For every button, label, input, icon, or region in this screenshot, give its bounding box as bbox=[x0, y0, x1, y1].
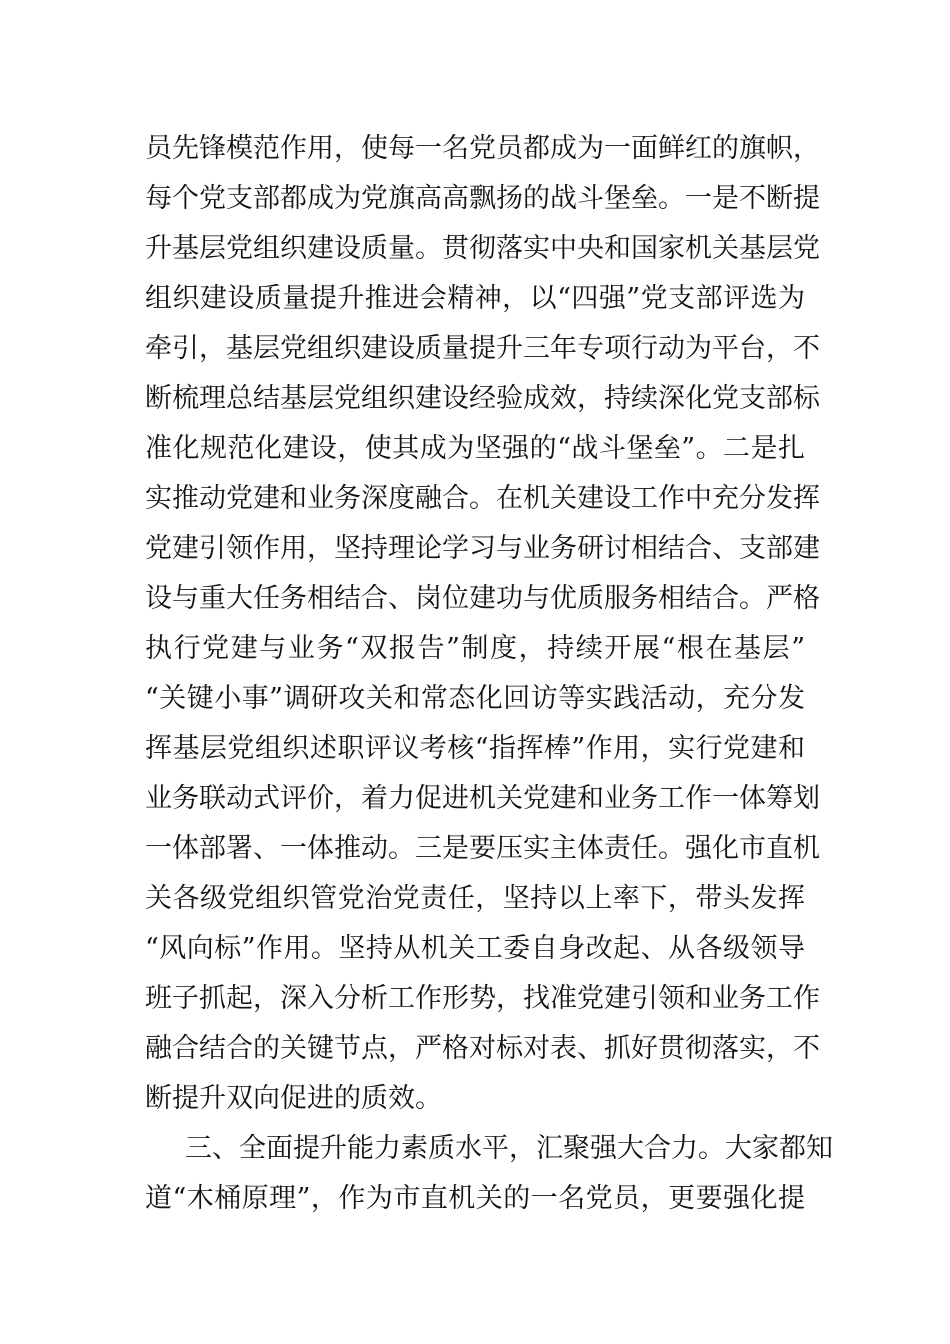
text-line: 班子抓起，深入分析工作形势，找准党建引领和业务工作 bbox=[145, 983, 820, 1014]
document-body bbox=[145, 124, 833, 1224]
text-line: 执行党建与业务“双报告”制度，持续开展“根在基层” bbox=[145, 633, 805, 664]
text-line: 挥基层党组织述职评议考核“指挥棒”作用，实行党建和 bbox=[145, 733, 805, 764]
text-line: 关各级党组织管党治党责任，坚持以上率下，带头发挥 bbox=[145, 883, 805, 914]
text-line: 党建引领作用，坚持理论学习与业务研讨相结合、支部建 bbox=[145, 533, 820, 564]
text-line: 断梳理总结基层党组织建设经验成效，持续深化党支部标 bbox=[145, 383, 820, 414]
text-line: 组织建设质量提升推进会精神，以“四强”党支部评选为 bbox=[145, 283, 805, 314]
text-line: “关键小事”调研攻关和常态化回访等实践活动，充分发 bbox=[145, 683, 805, 714]
text-line: 融合结合的关键节点，严格对标对表、抓好贯彻落实，不 bbox=[145, 1033, 820, 1064]
text-line: 业务联动式评价，着力促进机关党建和业务工作一体筹划 bbox=[145, 783, 820, 814]
paragraph-2 bbox=[145, 1124, 833, 1224]
text-line: 每个党支部都成为党旗高高飘扬的战斗堡垒。一是不断提 bbox=[145, 183, 820, 214]
text-line: “风向标”作用。坚持从机关工委自身改起、从各级领导 bbox=[145, 933, 805, 964]
text-line: 员先锋模范作用，使每一名党员都成为一面鲜红的旗帜， bbox=[145, 133, 820, 164]
text-line: 准化规范化建设，使其成为坚强的“战斗堡垒”。二是扎 bbox=[145, 433, 805, 464]
text-line: 升基层党组织建设质量。贯彻落实中央和国家机关基层党 bbox=[145, 233, 820, 264]
section-heading-line: 三、全面提升能力素质水平，汇聚强大合力。大家都知 bbox=[185, 1133, 833, 1164]
text-line: 道“木桶原理”，作为市直机关的一名党员，更要强化提 bbox=[145, 1183, 805, 1214]
text-line: 牵引，基层党组织建设质量提升三年专项行动为平台，不 bbox=[145, 333, 820, 364]
text-line: 设与重大任务相结合、岗位建功与优质服务相结合。严格 bbox=[145, 583, 820, 614]
text-line: 一体部署、一体推动。三是要压实主体责任。强化市直机 bbox=[145, 833, 820, 864]
text-line: 实推动党建和业务深度融合。在机关建设工作中充分发挥 bbox=[145, 483, 820, 514]
text-line: 断提升双向促进的质效。 bbox=[145, 1083, 442, 1114]
paragraph-1 bbox=[145, 124, 820, 1124]
